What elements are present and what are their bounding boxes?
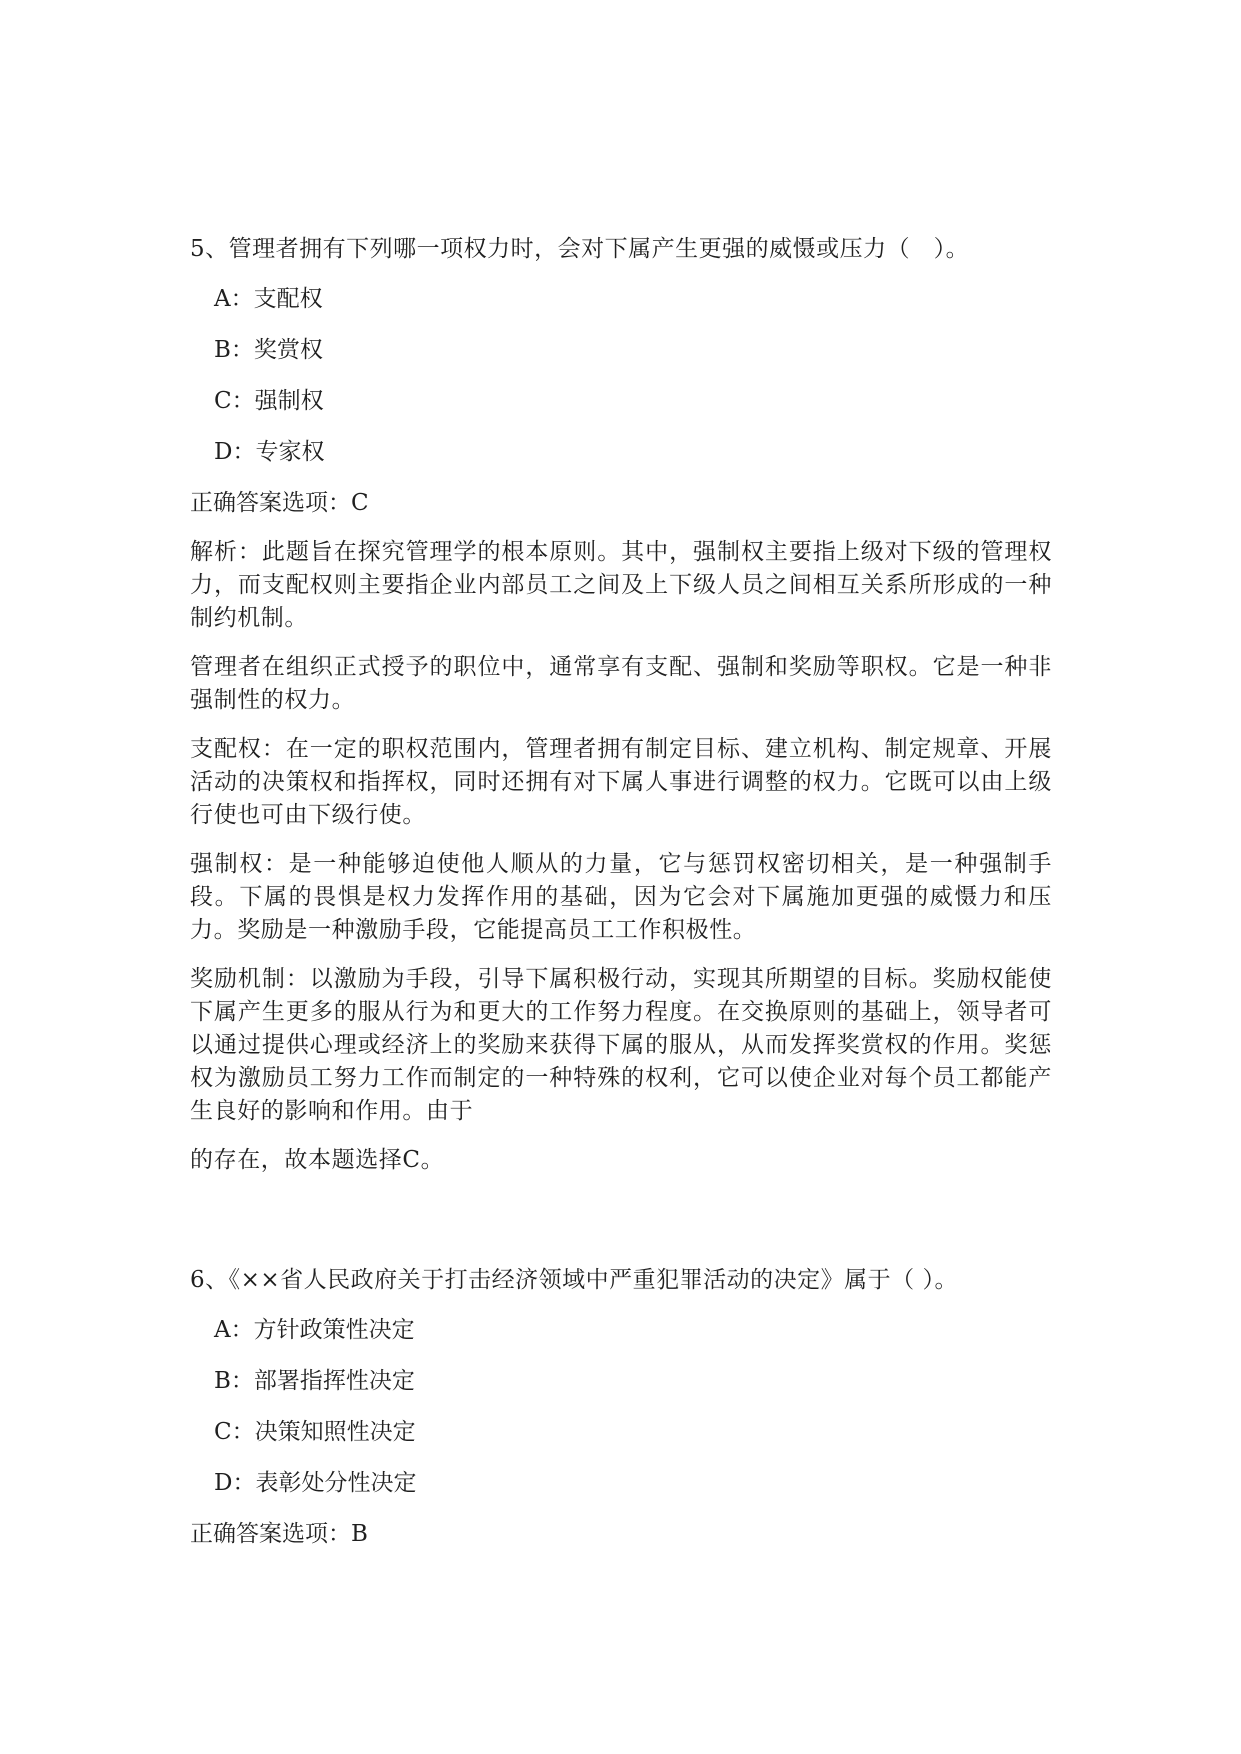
question-6-option-a: A：方针政策性决定 [214,1317,415,1343]
question-6-option-d: D：表彰处分性决定 [214,1470,417,1496]
document-content [190,232,1052,1567]
question-6-answer: 正确答案选项：B [190,1521,368,1547]
question-5-option-c: C：强制权 [214,388,324,414]
question-5-analysis-conclusion: 的存在，故本题选择C。 [190,1147,445,1173]
question-5-analysis-paragraph: 奖励机制：以激励为手段，引导下属积极行动，实现其所期望的目标。奖励权能使下属产生更多的服从行为和更大的工作努力程度。在交换原则的基础上，领导者可以通过提供心理或经济上的奖励来获得下属的服从，从而发挥奖赏权的作用。奖惩权为激励员工努力工作而制定的一种特殊的权利，它可以使企业对每个员工都能产生良好的影响和作用。由于 [190,966,1052,1124]
question-6-text: 6、《××省人民政府关于打击经济领域中严重犯罪活动的决定》属于（ ）。 [190,1267,958,1293]
question-5-analysis-paragraph: 支配权：在一定的职权范围内，管理者拥有制定目标、建立机构、制定规章、开展活动的决策权和指挥权，同时还拥有对下属人事进行调整的权力。它既可以由上级行使也可由下级行使。 [190,736,1052,828]
question-5-option-a: A：支配权 [214,286,323,312]
question-5-analysis-paragraph: 管理者在组织正式授予的职位中，通常享有支配、强制和奖励等职权。它是一种非强制性的权力。 [190,654,1052,713]
question-6-option-c: C：决策知照性决定 [214,1419,416,1445]
question-5-option-d: D：专家权 [214,439,325,465]
question-6-option-b: B：部署指挥性决定 [214,1368,415,1394]
question-5-analysis-paragraph: 解析：此题旨在探究管理学的根本原则。其中，强制权主要指上级对下级的管理权力，而支配权则主要指企业内部员工之间及上下级人员之间相互关系所形成的一种制约机制。 [190,539,1052,631]
question-5-analysis-paragraph: 强制权：是一种能够迫使他人顺从的力量，它与惩罚权密切相关，是一种强制手段。下属的畏惧是权力发挥作用的基础，因为它会对下属施加更强的威慑力和压力。奖励是一种激励手段，它能提高员工工作积极性。 [190,851,1052,943]
question-5-text: 5、管理者拥有下列哪一项权力时，会对下属产生更强的威慑或压力（ ）。 [190,236,970,262]
question-5-answer: 正确答案选项：C [190,490,369,516]
section-spacer [190,1193,1052,1263]
question-5-option-b: B：奖赏权 [214,337,323,363]
